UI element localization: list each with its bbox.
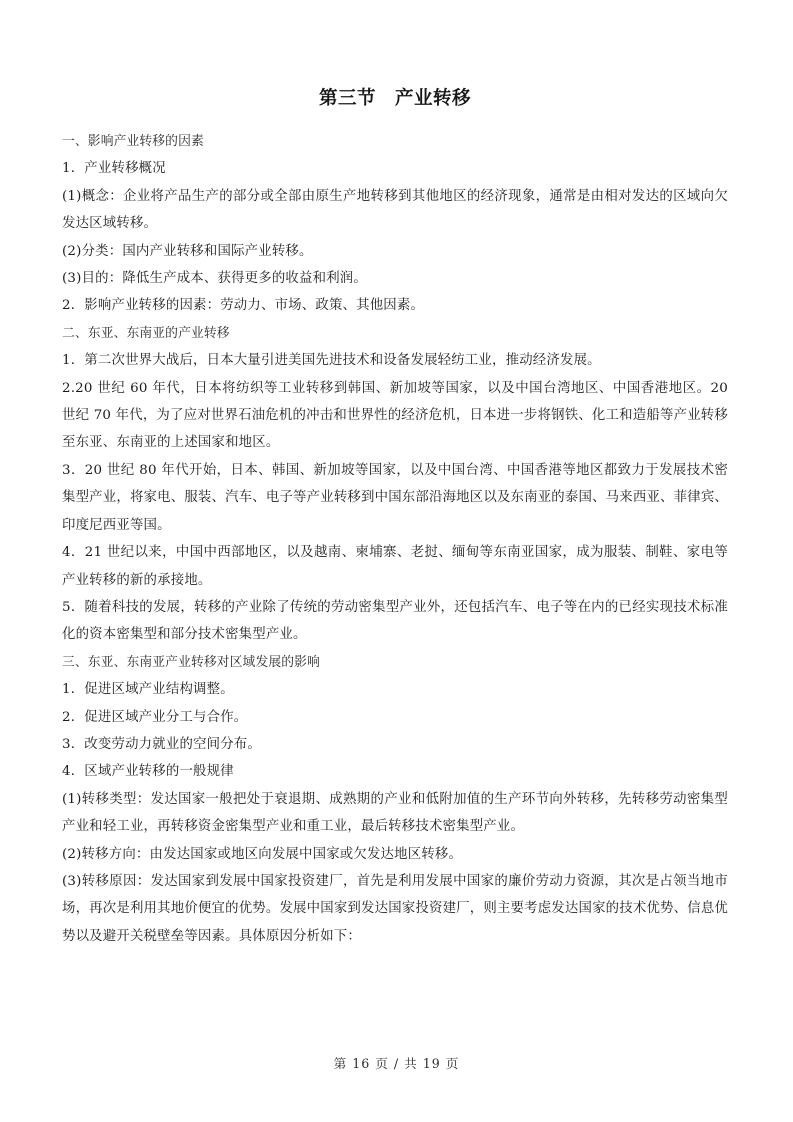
- body-paragraph: 2．促进区域产业分工与合作。: [62, 709, 248, 725]
- body-paragraph: 3．改变劳动力就业的空间分布。: [62, 736, 261, 752]
- body-paragraph: 2.20 世纪 60 年代，日本将纺织等工业转移到韩国、新加坡等国家，以及中国台湾地区、中国香港地区。20 世纪 70 年代，为了应对世界石油危机的冲击和世界性的经济危机，日本进一步将钢铁、化工和造船等产业转移至东亚、东南亚的上述国家和地区。: [62, 380, 728, 451]
- page-title: 第三节 产业转移: [318, 88, 471, 109]
- body-paragraph: 2．影响产业转移的因素：劳动力、市场、政策、其他因素。: [62, 298, 425, 314]
- body-paragraph: (3)转移原因：发达国家到发展中国家投资建厂，首先是利用发展中国家的廉价劳动力资源，其次是占领当地市场，再次是利用其地价便宜的优势。发展中国家到发达国家投资建厂，则主要考虑发达国家的技术优势、信息优势以及避开关税壁垒等因素。具体原因分析如下：: [62, 873, 728, 944]
- body-paragraph: 1．促进区域产业结构调整。: [62, 682, 234, 698]
- section-heading: 二、东亚、东南亚的产业转移: [62, 325, 230, 341]
- body-paragraph: 1．产业转移概况: [62, 161, 166, 177]
- body-paragraph: 4．区域产业转移的一般规律: [62, 764, 234, 780]
- body-paragraph: 3．20 世纪 80 年代开始，日本、韩国、新加坡等国家，以及中国台湾、中国香港等地区都致力于发展技术密集型产业，将家电、服装、汽车、电子等产业转移到中国东部沿海地区以及东南亚的泰国、马来西亚、菲律宾、印度尼西亚等国。: [62, 462, 728, 533]
- paragraph-list: [62, 128, 728, 950]
- body-paragraph: (2)转移方向：由发达国家或地区向发展中国家或欠发达地区转移。: [62, 846, 463, 862]
- body-paragraph: (1)转移类型：发达国家一般把处于衰退期、成熟期的产业和低附加值的生产环节向外转移，先转移劳动密集型产业和轻工业，再转移资金密集型产业和重工业，最后转移技术密集型产业。: [62, 791, 728, 835]
- body-paragraph: 4．21 世纪以来，中国中西部地区，以及越南、柬埔寨、老挝、缅甸等东南亚国家，成为服装、制鞋、家电等产业转移的新的承接地。: [62, 545, 728, 588]
- body-paragraph: 1．第二次世界大战后，日本大量引进美国先进技术和设备发展轻纺工业，推动经济发展。: [62, 353, 601, 369]
- page-number-label: 第 16 页 / 共 19 页: [333, 1056, 460, 1071]
- page-footer: [0, 1053, 793, 1072]
- document-body: [62, 84, 728, 950]
- body-paragraph: (3)目的：降低生产成本、获得更多的收益和利润。: [62, 271, 367, 287]
- section-heading: 三、东亚、东南亚产业转移对区域发展的影响: [62, 654, 320, 670]
- body-paragraph: 5．随着科技的发展，转移的产业除了传统的劳动密集型产业外，还包括汽车、电子等在内的已经实现技术标准化的资本密集型和部分技术密集型产业。: [62, 599, 728, 643]
- body-paragraph: (2)分类：国内产业转移和国际产业转移。: [62, 243, 313, 259]
- section-heading: 一、影响产业转移的因素: [62, 134, 204, 149]
- body-paragraph: (1)概念：企业将产品生产的部分或全部由原生产地转移到其他地区的经济现象，通常是由相对发达的区域向欠发达区域转移。: [62, 188, 728, 232]
